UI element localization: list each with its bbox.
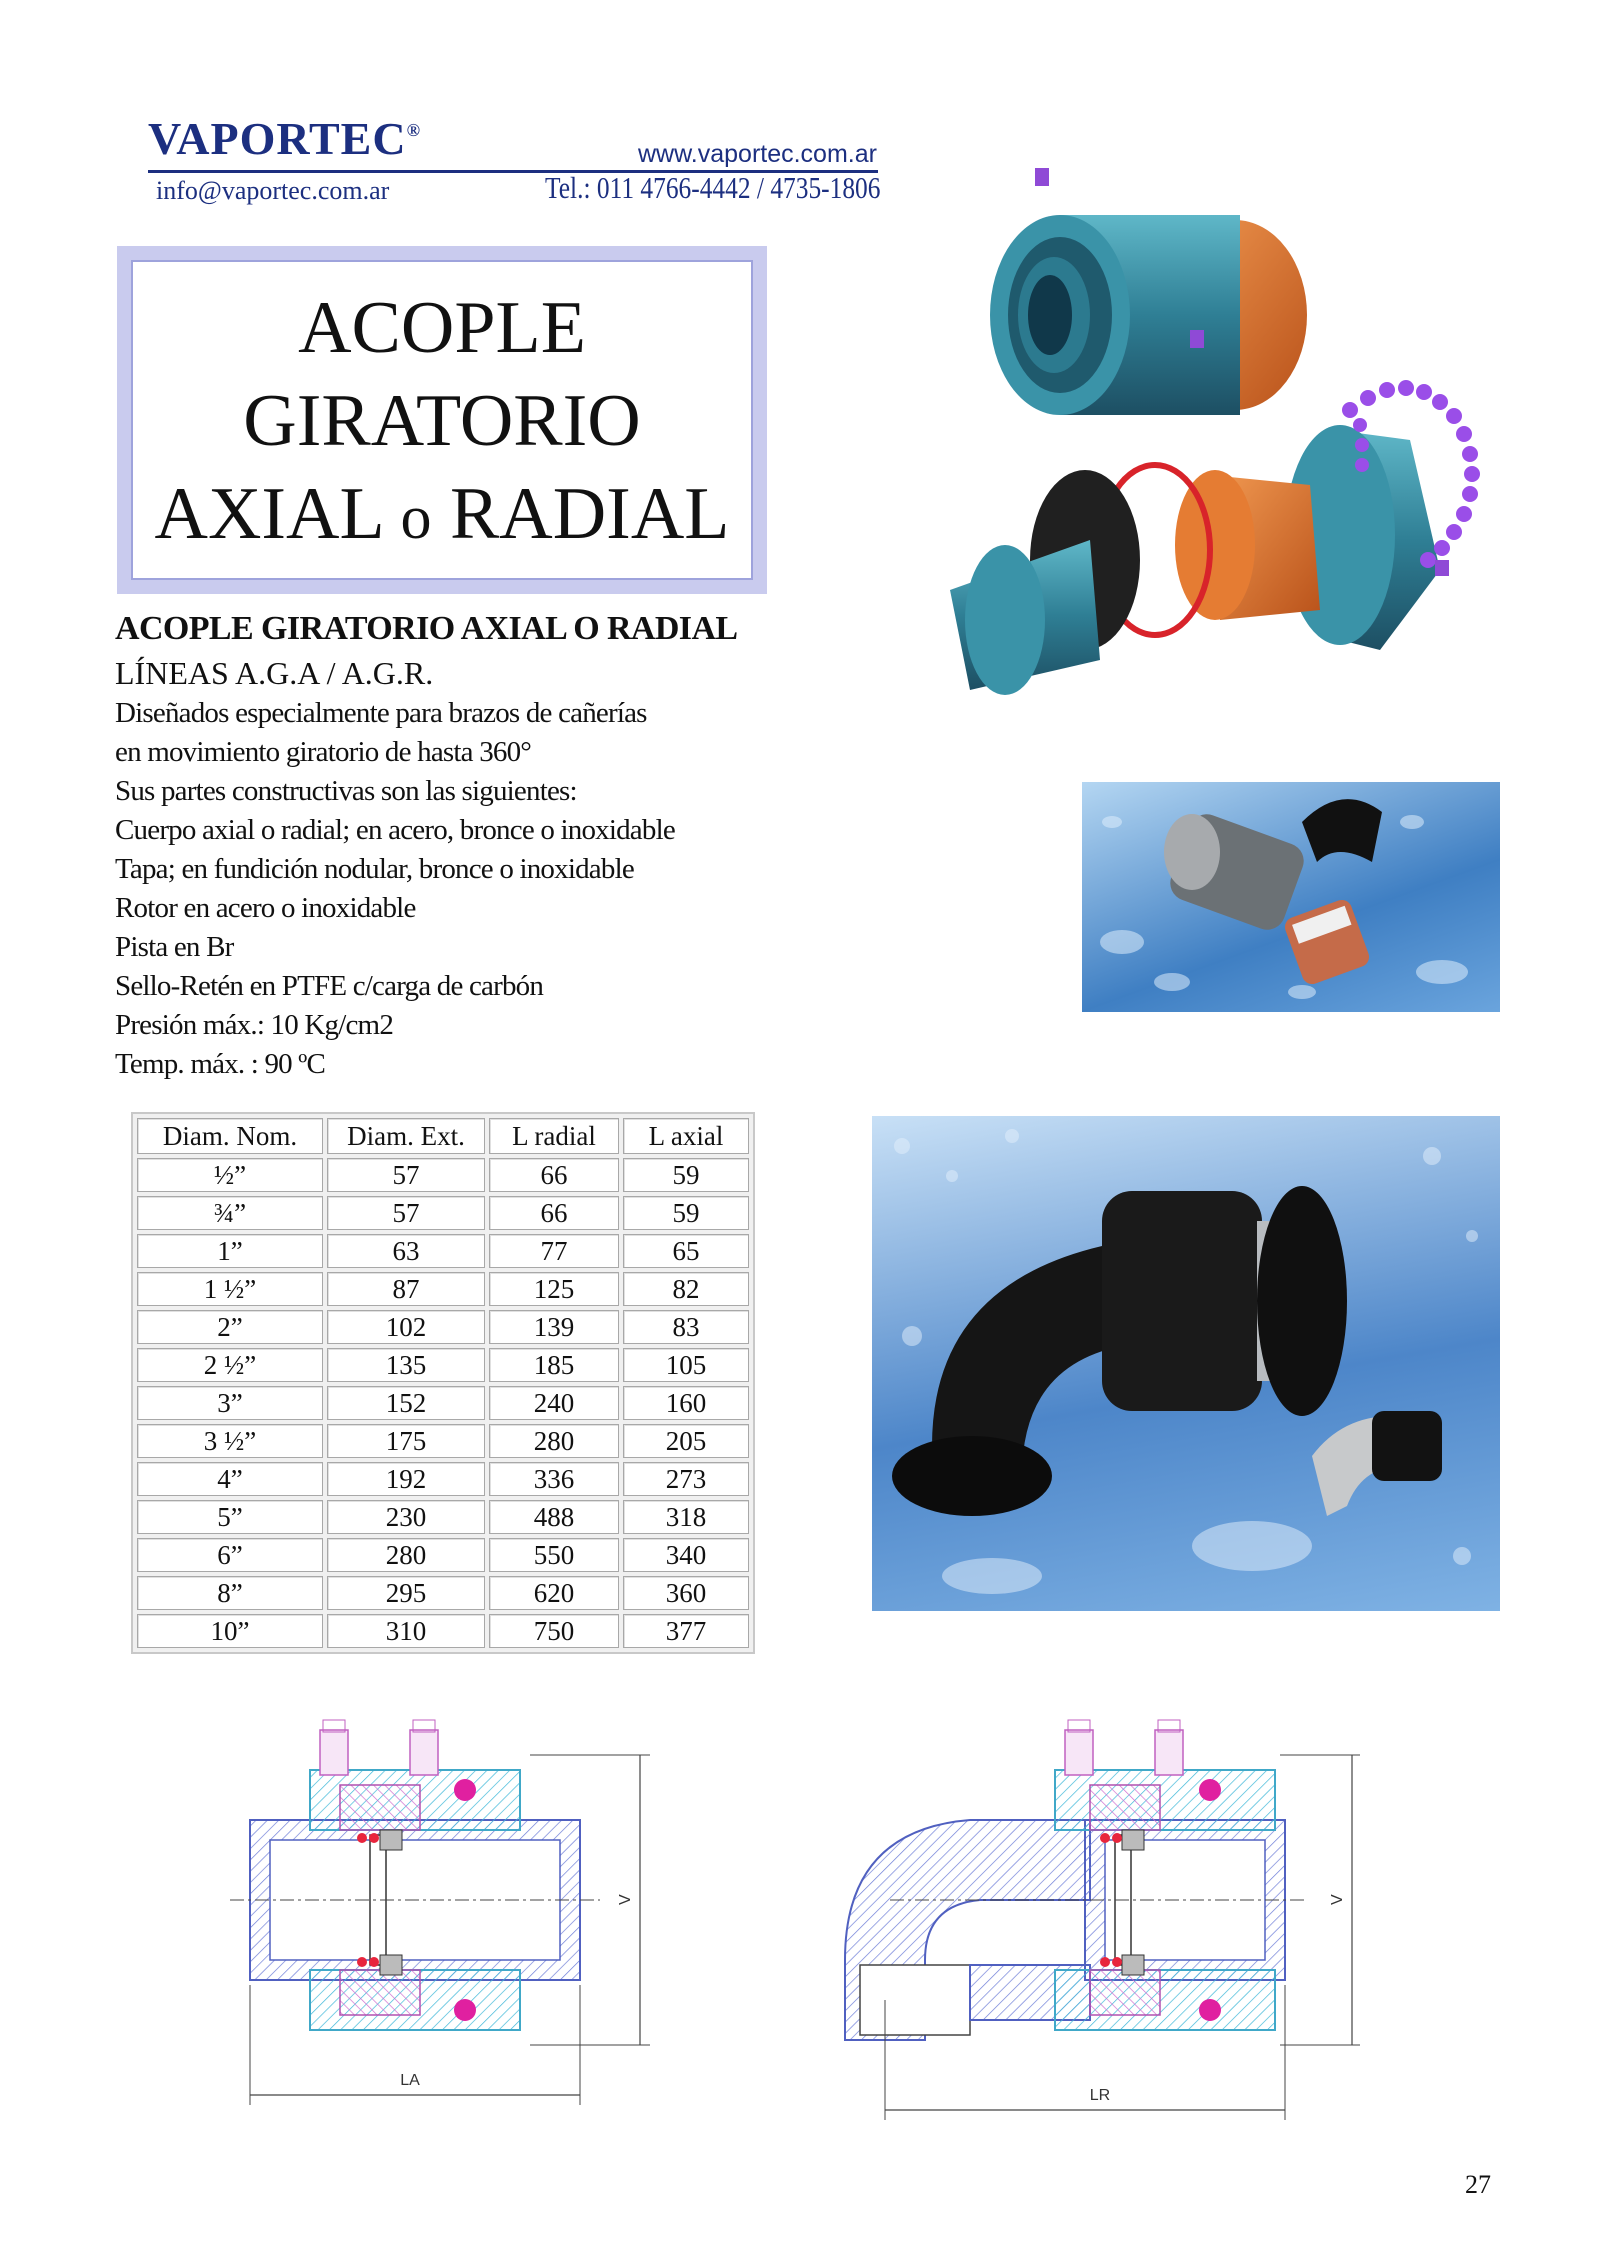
table-cell: 135 bbox=[327, 1348, 485, 1382]
table-cell: 175 bbox=[327, 1424, 485, 1458]
description-line: Tapa; en fundición nodular, bronce o inoxidable bbox=[115, 853, 634, 885]
table-cell: 340 bbox=[623, 1538, 749, 1572]
table-cell: 152 bbox=[327, 1386, 485, 1420]
table-cell: 59 bbox=[623, 1196, 749, 1230]
table-cell: 280 bbox=[327, 1538, 485, 1572]
radial-height-label: V bbox=[1329, 1894, 1346, 1905]
table-cell: 82 bbox=[623, 1272, 749, 1306]
table-cell: 8” bbox=[137, 1576, 323, 1610]
table-row bbox=[137, 1234, 749, 1268]
table-cell: 57 bbox=[327, 1158, 485, 1192]
table-cell: 2” bbox=[137, 1310, 323, 1344]
radial-length-label: LR bbox=[1089, 2087, 1111, 2104]
table-cell: 77 bbox=[489, 1234, 619, 1268]
exploded-coupling-photo bbox=[950, 140, 1530, 760]
description-line: Diseñados especialmente para brazos de cañerías bbox=[115, 697, 647, 729]
table-row bbox=[137, 1424, 749, 1458]
description-line: Presión máx.: 10 Kg/cm2 bbox=[115, 1009, 394, 1041]
table-row bbox=[137, 1576, 749, 1610]
table-row bbox=[137, 1158, 749, 1192]
table-cell: 310 bbox=[327, 1614, 485, 1648]
table-cell: 105 bbox=[623, 1348, 749, 1382]
elbow-coupling-illustration bbox=[872, 1116, 1500, 1611]
table-cell: 5” bbox=[137, 1500, 323, 1534]
website-url[interactable]: www.vaportec.com.ar bbox=[638, 140, 877, 168]
table-cell: 240 bbox=[489, 1386, 619, 1420]
dimensions-table bbox=[131, 1112, 755, 1654]
table-row bbox=[137, 1348, 749, 1382]
contact-phone: Tel.: 011 4766-4442 / 4735-1806 bbox=[545, 170, 881, 205]
table-cell: 550 bbox=[489, 1538, 619, 1572]
description-line: Rotor en acero o inoxidable bbox=[115, 892, 416, 924]
table-cell: 63 bbox=[327, 1234, 485, 1268]
table-row bbox=[137, 1538, 749, 1572]
table-cell: 2 ½” bbox=[137, 1348, 323, 1382]
table-cell: 295 bbox=[327, 1576, 485, 1610]
table-header-row bbox=[137, 1118, 749, 1154]
table-cell: 66 bbox=[489, 1158, 619, 1192]
table-cell: ¾” bbox=[137, 1196, 323, 1230]
table-row bbox=[137, 1614, 749, 1648]
description-line: en movimiento giratorio de hasta 360° bbox=[115, 736, 532, 768]
axial-section-drawing bbox=[230, 1710, 670, 2130]
title-box bbox=[117, 246, 767, 594]
brand-logo bbox=[148, 112, 421, 165]
table-cell: 1” bbox=[137, 1234, 323, 1268]
contact-email[interactable]: info@vaportec.com.ar bbox=[156, 176, 390, 205]
table-cell: 6” bbox=[137, 1538, 323, 1572]
description-line: Temp. máx. : 90 ºC bbox=[115, 1048, 326, 1080]
table-row bbox=[137, 1500, 749, 1534]
table-cell: 1 ½” bbox=[137, 1272, 323, 1306]
table-cell: 273 bbox=[623, 1462, 749, 1496]
title-line-2: GIRATORIO bbox=[243, 380, 641, 462]
radial-drawing-svg bbox=[840, 1710, 1380, 2130]
title-line-1: ACOPLE bbox=[298, 287, 586, 369]
exploded-coupling-illustration bbox=[950, 140, 1530, 760]
table-cell: 488 bbox=[489, 1500, 619, 1534]
axial-height-label: V bbox=[617, 1894, 634, 1905]
table-cell: 3” bbox=[137, 1386, 323, 1420]
table-cell: 102 bbox=[327, 1310, 485, 1344]
description-line: Sello-Retén en PTFE c/carga de carbón bbox=[115, 970, 544, 1002]
description-heading: ACOPLE GIRATORIO AXIAL O RADIAL bbox=[115, 610, 738, 647]
description-line: Cuerpo axial o radial; en acero, bronce o inoxidable bbox=[115, 814, 675, 846]
table-cell: 10” bbox=[137, 1614, 323, 1648]
table-cell: 336 bbox=[489, 1462, 619, 1496]
table-cell: 3 ½” bbox=[137, 1424, 323, 1458]
table-cell: 59 bbox=[623, 1158, 749, 1192]
table-cell: 57 bbox=[327, 1196, 485, 1230]
table-cell: 160 bbox=[623, 1386, 749, 1420]
table-cell: 65 bbox=[623, 1234, 749, 1268]
table-cell: 377 bbox=[623, 1614, 749, 1648]
table-cell: 360 bbox=[623, 1576, 749, 1610]
description-line: Pista en Br bbox=[115, 931, 234, 963]
brand-name: VAPORTEC bbox=[148, 113, 407, 164]
table-row bbox=[137, 1196, 749, 1230]
title-o: o bbox=[400, 484, 432, 552]
table-cell: 750 bbox=[489, 1614, 619, 1648]
table-body bbox=[137, 1158, 749, 1648]
table-cell: 83 bbox=[623, 1310, 749, 1344]
description-line: Sus partes constructivas son las siguientes: bbox=[115, 775, 577, 807]
col-diam-ext: Diam. Ext. bbox=[327, 1118, 485, 1154]
axial-length-label: LA bbox=[400, 2072, 420, 2089]
table-cell: 230 bbox=[327, 1500, 485, 1534]
radial-section-drawing bbox=[840, 1710, 1380, 2130]
table-cell: 66 bbox=[489, 1196, 619, 1230]
elbow-coupling-photo bbox=[872, 1116, 1500, 1611]
table-row bbox=[137, 1386, 749, 1420]
table-cell: 318 bbox=[623, 1500, 749, 1534]
table-cell: 205 bbox=[623, 1424, 749, 1458]
table-cell: ½” bbox=[137, 1158, 323, 1192]
page-number: 27 bbox=[1465, 2170, 1491, 2199]
product-description bbox=[115, 606, 815, 1084]
table-cell: 4” bbox=[137, 1462, 323, 1496]
title-axial: AXIAL bbox=[154, 473, 382, 555]
table-cell: 87 bbox=[327, 1272, 485, 1306]
table-cell: 280 bbox=[489, 1424, 619, 1458]
fittings-small-illustration bbox=[1082, 782, 1500, 1012]
col-l-axial: L axial bbox=[623, 1118, 749, 1154]
col-diam-nom: Diam. Nom. bbox=[137, 1118, 323, 1154]
registered-mark: ® bbox=[406, 120, 422, 140]
axial-drawing-svg bbox=[230, 1710, 670, 2130]
title-line-3 bbox=[131, 468, 753, 565]
table-cell: 139 bbox=[489, 1310, 619, 1344]
fittings-photo-small bbox=[1082, 782, 1500, 1012]
table-cell: 192 bbox=[327, 1462, 485, 1496]
table-cell: 620 bbox=[489, 1576, 619, 1610]
table-row bbox=[137, 1462, 749, 1496]
title-radial: RADIAL bbox=[449, 473, 730, 555]
product-lines: LÍNEAS A.G.A / A.G.R. bbox=[115, 655, 434, 691]
col-l-radial: L radial bbox=[489, 1118, 619, 1154]
table-row bbox=[137, 1272, 749, 1306]
table-cell: 125 bbox=[489, 1272, 619, 1306]
table-cell: 185 bbox=[489, 1348, 619, 1382]
table-row bbox=[137, 1310, 749, 1344]
